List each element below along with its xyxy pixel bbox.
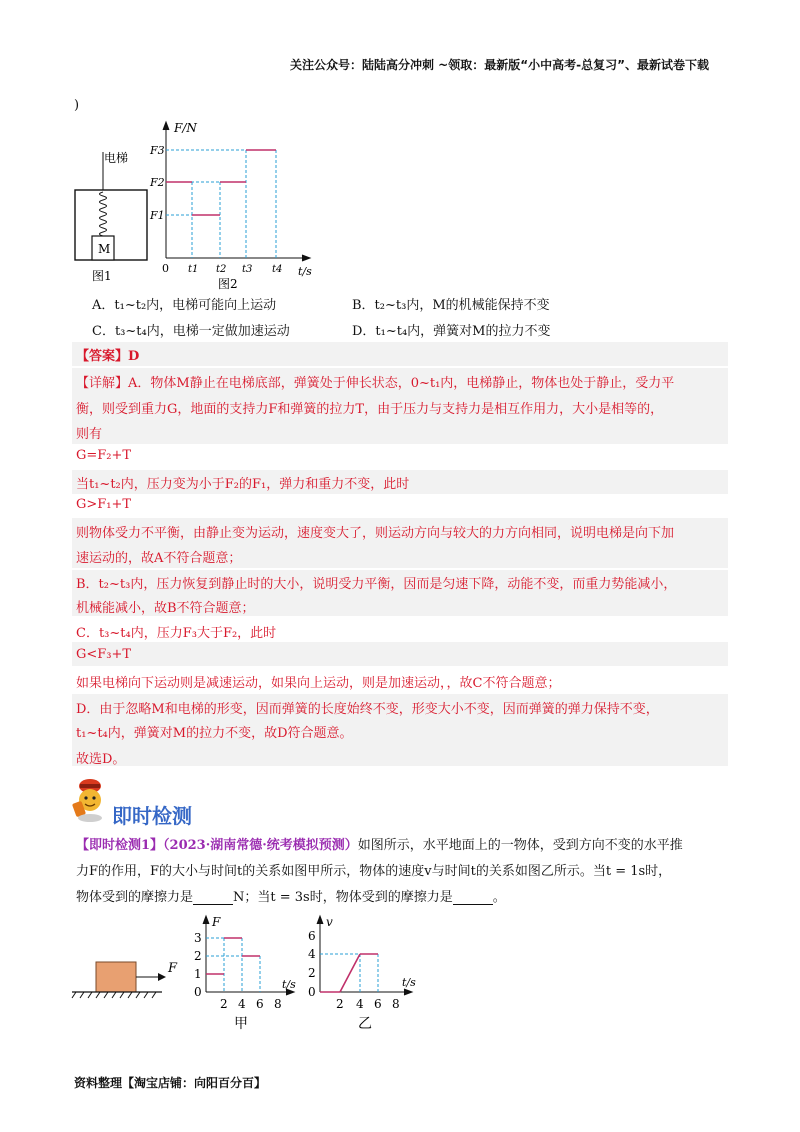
graph-yi xyxy=(302,912,432,1032)
figure-force-time xyxy=(150,118,330,291)
question-text-3c: 。 xyxy=(492,890,506,905)
elevator-label: 电梯 xyxy=(104,151,129,165)
answer-blank-1[interactable] xyxy=(193,892,233,905)
answer-band-1 xyxy=(72,342,728,366)
explain-line-9: B．t₂~t₃内，压力恢复到静止时的大小，说明受力平衡，因而是匀速下降，动能不变，而重力势能减小， xyxy=(76,577,677,592)
explain-line-12: G<F₃+T xyxy=(76,647,132,662)
question-text-3b: N；当t = 3s时，物体受到的摩擦力是 xyxy=(233,890,453,905)
question-line-2: 力F的作用，F的大小与时间t的关系如图甲所示，物体的速度v与时间t的关系如图乙所示。当t = 1s时， xyxy=(76,864,672,879)
graph-jia-xtick-4: 4 xyxy=(238,997,246,1011)
fig2-dashes xyxy=(166,150,276,258)
graph-yi-xtick-4: 4 xyxy=(356,997,364,1011)
question-line-1 xyxy=(76,834,683,853)
mascot-icon xyxy=(70,776,110,824)
graph-yi-xtick-2: 2 xyxy=(336,997,344,1011)
page-footer: 资料整理【淘宝店铺：向阳百分百】 xyxy=(74,1076,267,1090)
graph-yi-xlabel: t/s xyxy=(402,976,416,989)
graph-yi-ytick-2: 2 xyxy=(308,966,316,980)
graph-jia-ytick-0: 0 xyxy=(194,985,202,999)
graph-yi-xtick-6: 6 xyxy=(374,997,382,1011)
graph-jia-ytick-1: 1 xyxy=(194,967,202,981)
fig2-xtick-0: 0 xyxy=(162,262,169,275)
fig2-xtick-t3: t3 xyxy=(242,264,253,275)
mass-label: M xyxy=(98,242,111,256)
block xyxy=(96,962,136,992)
graph-yi-ylabel: v xyxy=(326,915,333,929)
explain-line-10: 机械能减小，故B不符合题意； xyxy=(76,601,255,616)
explain-line-1: 【详解】A．物体M静止在电梯底部，弹簧处于伸长状态，0~t₁内，电梯静止，物体也处于静止，受力平 xyxy=(76,376,675,391)
graph-yi-ytick-6: 6 xyxy=(308,929,316,943)
graph-jia-caption: 甲 xyxy=(234,1016,248,1032)
figure-elevator xyxy=(70,140,160,290)
graph-yi-ytick-4: 4 xyxy=(308,947,316,961)
graph-jia xyxy=(188,912,308,1032)
graph-jia-xtick-6: 6 xyxy=(256,997,264,1011)
force-label: F xyxy=(168,961,178,976)
answer-line: 【答案】D xyxy=(76,349,140,364)
graph-jia-ylabel: F xyxy=(212,915,221,929)
graph-yi-caption: 乙 xyxy=(358,1016,372,1032)
explain-line-13: 如果电梯向下运动则是减速运动，如果向上运动，则是加速运动，，故C不符合题意； xyxy=(76,676,561,691)
graph-jia-xtick-8: 8 xyxy=(274,997,282,1011)
graph-jia-xtick-2: 2 xyxy=(220,997,228,1011)
explain-line-16: 故选D。 xyxy=(76,752,126,767)
fig2-ytick-f2: F2 xyxy=(150,176,165,189)
figure-block-push xyxy=(70,950,190,1010)
graph-yi-series xyxy=(320,954,378,992)
option-a: A．t₁~t₂内，电梯可能向上运动 xyxy=(92,298,277,313)
fig2-xtick-t1: t1 xyxy=(188,264,199,275)
figure2-caption: 图2 xyxy=(218,277,238,291)
figure1-caption: 图1 xyxy=(92,269,112,283)
fig2-xtick-t2: t2 xyxy=(216,264,227,275)
fig2-ylabel: F/N xyxy=(174,121,197,135)
graph-jia-ytick-3: 3 xyxy=(194,931,202,945)
graph-jia-dashes xyxy=(206,938,260,992)
graph-yi-xtick-8: 8 xyxy=(392,997,400,1011)
force-arrow-head xyxy=(158,973,166,981)
graph-yi-dashes xyxy=(320,954,378,992)
answer-band-6 xyxy=(72,642,728,666)
explain-line-7: 则物体受力不平衡，由静止变为运动，速度变大了，则运动方向与较大的力方向相同，说明电梯是向下加 xyxy=(76,526,675,541)
fig2-xlabel: t/s xyxy=(298,265,312,278)
explain-line-15: t₁~t₄内，弹簧对M的拉力不变，故D符合题意。 xyxy=(76,726,353,741)
question-line-3 xyxy=(76,886,506,905)
option-c: C．t₃~t₄内，电梯一定做加速运动 xyxy=(92,324,290,339)
graph-jia-xlabel: t/s xyxy=(282,978,296,991)
ground-hatch xyxy=(72,992,156,998)
explain-line-8: 速运动的，故A不符合题意； xyxy=(76,551,242,566)
page-header: 关注公众号：陆陆高分冲刺 ~领取：最新版“小中高考-总复习”、最新试卷下载 xyxy=(290,58,709,72)
option-d: D．t₁~t₄内，弹簧对M的拉力不变 xyxy=(352,324,551,339)
fig2-xtick-t4: t4 xyxy=(272,264,283,275)
section-title-check: 即时检测 xyxy=(112,804,192,828)
option-b: B．t₂~t₃内，M的机械能保持不变 xyxy=(352,298,550,313)
graph-jia-ytick-2: 2 xyxy=(194,949,202,963)
fig2-ytick-f3: F3 xyxy=(150,144,165,157)
fig2-series xyxy=(166,150,276,215)
fig2-axes xyxy=(163,122,310,261)
explain-line-4: G=F₂+T xyxy=(76,448,132,463)
question-paren: ) xyxy=(74,98,80,113)
explain-line-3: 则有 xyxy=(76,427,103,442)
fig2-ytick-f1: F1 xyxy=(150,209,165,222)
answer-blank-2[interactable] xyxy=(453,892,493,905)
explain-line-11: C．t₃~t₄内，压力F₃大于F₂，此时 xyxy=(76,626,277,641)
explain-line-6: G>F₁+T xyxy=(76,497,132,512)
question-text-1: 如图所示，水平地面上的一物体，受到方向不变的水平推 xyxy=(357,838,683,853)
question-text-3a: 物体受到的摩擦力是 xyxy=(76,890,194,905)
question-tag: 【即时检测1】（2023·湖南常德·统考模拟预测） xyxy=(76,838,358,853)
explain-line-2: 衡，则受到重力G，地面的支持力F和弹簧的拉力T，由于压力与支持力是相互作用力，大小是相等的， xyxy=(76,402,664,417)
graph-yi-ytick-0: 0 xyxy=(308,985,316,999)
explain-line-14: D．由于忽略M和电梯的形变，因而弹簧的长度始终不变，形变大小不变，因而弹簧的弹力保持不变， xyxy=(76,702,659,717)
explain-line-5: 当t₁~t₂内，压力变为小于F₂的F₁，弹力和重力不变，此时 xyxy=(76,477,410,492)
